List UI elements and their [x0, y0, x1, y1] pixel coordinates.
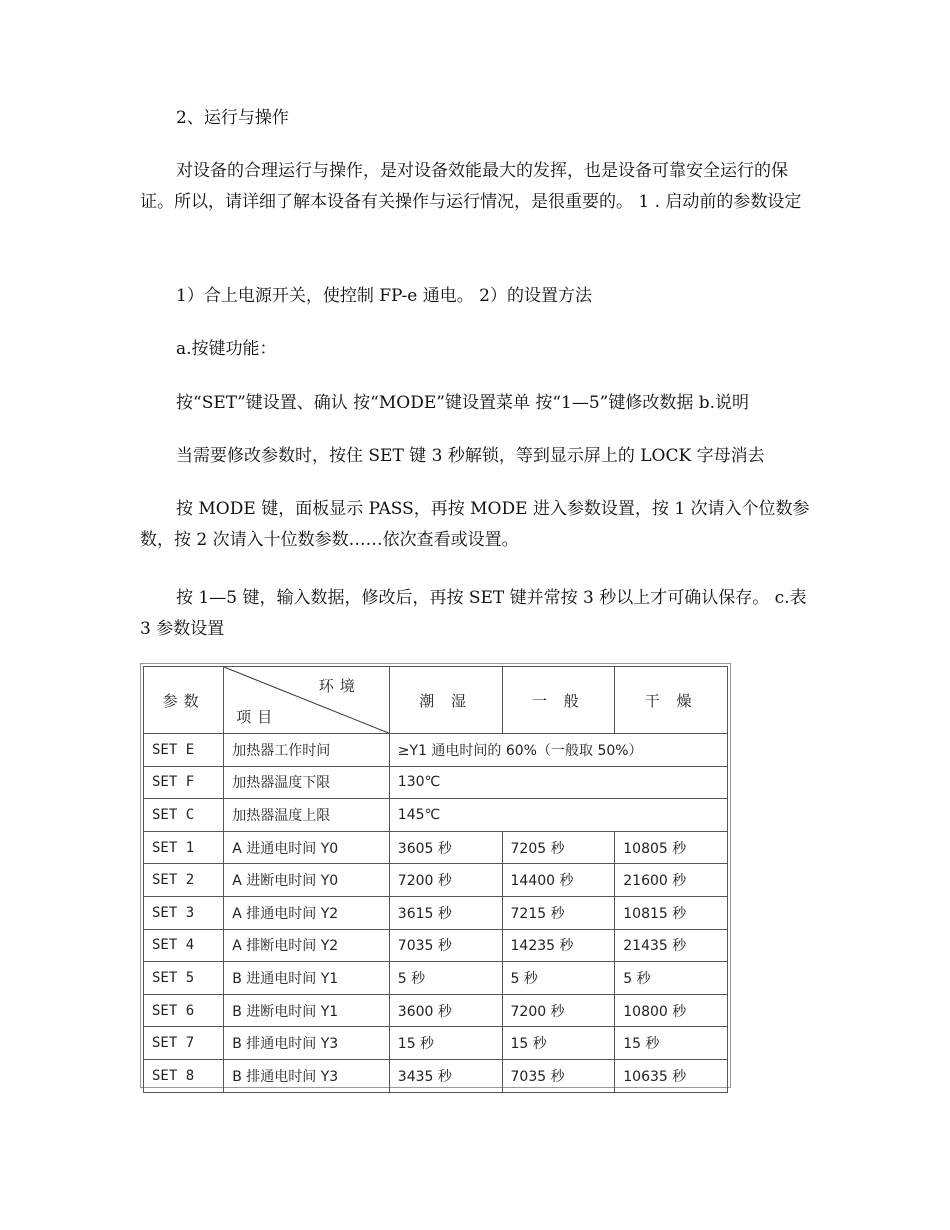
cell-item: A 进通电时间 Y0	[224, 831, 390, 864]
cell-item: B 排通电时间 Y3	[224, 1027, 390, 1060]
table-header-row	[144, 667, 728, 734]
cell-item: 加热器温度下限	[224, 766, 390, 799]
cell-param: SET E	[144, 734, 224, 767]
cell-humid: 3600 秒	[389, 994, 502, 1027]
cell-param: SET 1	[144, 831, 224, 864]
table-row	[144, 1027, 728, 1060]
parameter-table	[143, 666, 728, 1093]
header-param: 参数	[144, 667, 224, 734]
cell-humid: 7200 秒	[389, 864, 502, 897]
cell-param: SET 8	[144, 1059, 224, 1092]
table-row	[144, 799, 728, 832]
cell-humid: 3605 秒	[389, 831, 502, 864]
section-heading: 2、运行与操作	[176, 108, 289, 128]
cell-normal: 14400 秒	[502, 864, 615, 897]
cell-dry: 15 秒	[615, 1027, 728, 1060]
cell-dry: 10635 秒	[615, 1059, 728, 1092]
key-function-paragraph: 按“SET”键设置、确认 按“MODE”键设置菜单 按“1—5”键修改数据 b.说明	[176, 393, 750, 413]
cell-humid: 3615 秒	[389, 896, 502, 929]
cell-normal: 7035 秒	[502, 1059, 615, 1092]
cell-value: 130℃	[389, 766, 727, 799]
table-row	[144, 1059, 728, 1092]
cell-normal: 5 秒	[502, 962, 615, 995]
header-diagonal-cell	[224, 667, 390, 734]
cell-humid: 3435 秒	[389, 1059, 502, 1092]
cell-item: A 排断电时间 Y2	[224, 929, 390, 962]
cell-param: SET 5	[144, 962, 224, 995]
table-row	[144, 994, 728, 1027]
cell-dry: 10815 秒	[615, 896, 728, 929]
intro-paragraph: 对设备的合理运行与操作，是对设备效能最大的发挥，也是设备可靠安全运行的保证。所以，请详细了解本设备有关操作与运行情况，是很重要的。 1 . 启动前的参数设定	[140, 161, 802, 212]
cell-normal: 14235 秒	[502, 929, 615, 962]
cell-item: B 排通电时间 Y3	[224, 1059, 390, 1092]
cell-param: SET F	[144, 766, 224, 799]
cell-humid: 7035 秒	[389, 929, 502, 962]
header-normal: 一 般	[502, 667, 615, 734]
cell-param: SET 6	[144, 994, 224, 1027]
header-env: 环境	[318, 677, 361, 695]
cell-normal: 15 秒	[502, 1027, 615, 1060]
cell-dry: 10800 秒	[615, 994, 728, 1027]
cell-item: A 排通电时间 Y2	[224, 896, 390, 929]
cell-param: SET 2	[144, 864, 224, 897]
cell-item: 加热器工作时间	[224, 734, 390, 767]
cell-normal: 7215 秒	[502, 896, 615, 929]
input-paragraph: 按 1—5 键，输入数据，修改后，再按 SET 键并常按 3 秒以上才可确认保存。 c.表 3 参数设置	[140, 588, 807, 639]
cell-param: SET 4	[144, 929, 224, 962]
table-row	[144, 896, 728, 929]
table-row	[144, 864, 728, 897]
cell-param: SET 7	[144, 1027, 224, 1060]
cell-item: B 进断电时间 Y1	[224, 994, 390, 1027]
cell-item: A 进断电时间 Y0	[224, 864, 390, 897]
header-humid: 潮 湿	[389, 667, 502, 734]
parameter-table-image	[140, 663, 731, 1088]
cell-value: 145℃	[389, 799, 727, 832]
key-function-title: a.按键功能：	[176, 339, 277, 359]
cell-normal: 7205 秒	[502, 831, 615, 864]
table-row	[144, 929, 728, 962]
cell-dry: 21435 秒	[615, 929, 728, 962]
cell-dry: 5 秒	[615, 962, 728, 995]
cell-item: B 进通电时间 Y1	[224, 962, 390, 995]
table-row	[144, 734, 728, 767]
cell-normal: 7200 秒	[502, 994, 615, 1027]
step-paragraph: 1）合上电源开关，使控制 FP-e 通电。 2）的设置方法	[176, 286, 592, 306]
header-item: 项目	[236, 708, 279, 726]
cell-humid: 15 秒	[389, 1027, 502, 1060]
cell-dry: 10805 秒	[615, 831, 728, 864]
table-row	[144, 831, 728, 864]
table-row	[144, 962, 728, 995]
unlock-paragraph: 当需要修改参数时，按住 SET 键 3 秒解锁，等到显示屏上的 LOCK 字母消去	[176, 446, 765, 466]
cell-value: ≥Y1 通电时间的 60%（一般取 50%）	[389, 734, 727, 767]
mode-paragraph: 按 MODE 键，面板显示 PASS，再按 MODE 进入参数设置，按 1 次请入个位数参数，按 2 次请入十位数参数……依次查看或设置。	[140, 499, 810, 550]
cell-humid: 5 秒	[389, 962, 502, 995]
cell-item: 加热器温度上限	[224, 799, 390, 832]
cell-param: SET 3	[144, 896, 224, 929]
table-row	[144, 766, 728, 799]
cell-param: SET C	[144, 799, 224, 832]
cell-dry: 21600 秒	[615, 864, 728, 897]
header-dry: 干 燥	[615, 667, 728, 734]
